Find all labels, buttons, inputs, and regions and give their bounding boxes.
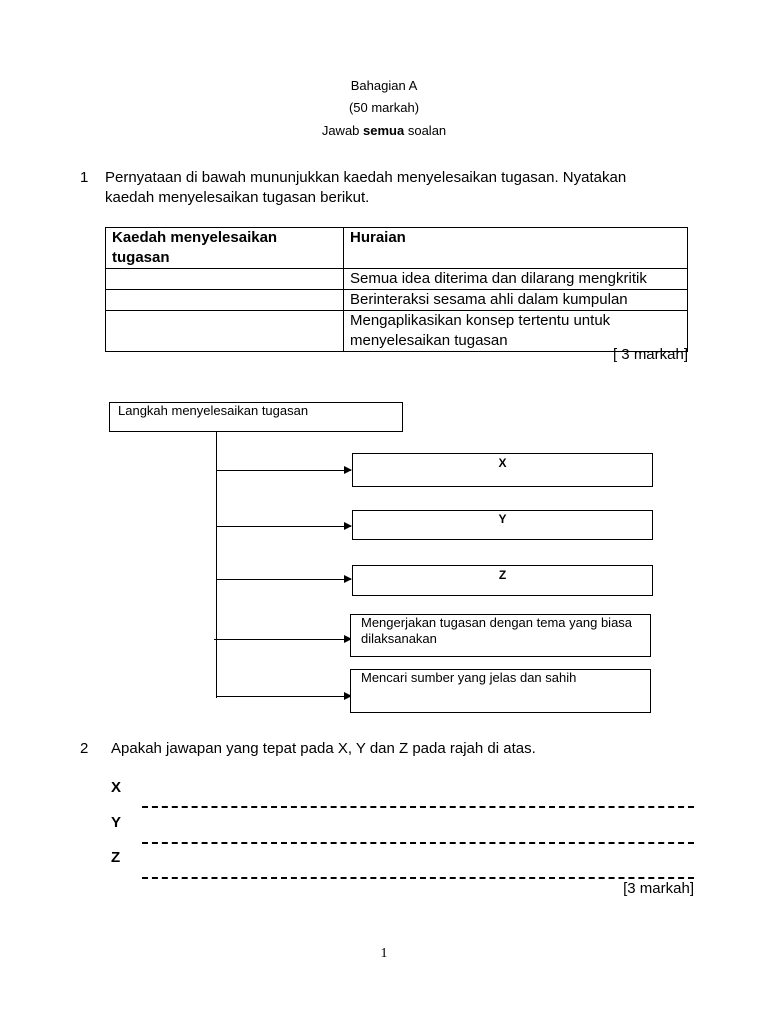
instruction-post: soalan: [404, 123, 447, 138]
arrow-y: [217, 526, 351, 527]
answer-line-x[interactable]: [142, 806, 694, 808]
instruction-pre: Jawab: [321, 123, 364, 138]
page-number: 1: [380, 946, 388, 961]
q1-line1: Pernyataan di bawah mununjukkan kaedah menyelesaikan tugasan. Nyatakan: [105, 169, 627, 186]
section-marks: (50 markah): [348, 100, 420, 115]
table-cell-huraian: Semua idea diterima dan dilarang mengkritik: [344, 269, 688, 290]
diagram-box-x: X: [352, 453, 653, 487]
section-title: Bahagian A: [350, 78, 418, 93]
answer-cell[interactable]: [106, 311, 344, 352]
q2-number: 2: [80, 740, 89, 757]
answer-line-y[interactable]: [142, 842, 694, 844]
diagram-box-branch-4: Mengerjakan tugasan dengan tema yang biasa dilaksanakan: [350, 614, 651, 657]
arrow-x: [217, 470, 351, 471]
q1-table: [105, 227, 688, 352]
arrow-z: [217, 579, 351, 580]
table-cell-huraian: Mengaplikasikan konsep tertentu untuk menyelesaikan tugasan: [344, 311, 688, 352]
q2-marks: [3 markah]: [623, 880, 694, 897]
arrow-branch-4: [214, 639, 351, 640]
answer-cell[interactable]: [106, 269, 344, 290]
answer-label-x: X: [111, 779, 122, 796]
diagram-box-y: Y: [352, 510, 653, 540]
q2-text: Apakah jawapan yang tepat pada X, Y dan Z pada rajah di atas.: [111, 740, 536, 757]
q1-number: 1: [80, 169, 89, 186]
q1-marks: [ 3 markah]: [612, 346, 688, 363]
answer-label-y: Y: [111, 814, 122, 831]
arrow-branch-5: [217, 696, 351, 697]
answer-cell[interactable]: [106, 290, 344, 311]
diagram-box-z: Z: [352, 565, 653, 596]
section-instruction: [0, 123, 768, 138]
diagram-root-box: Langkah menyelesaikan tugasan: [109, 402, 403, 432]
diagram-box-branch-5: Mencari sumber yang jelas dan sahih: [350, 669, 651, 713]
answer-label-z: Z: [111, 849, 121, 866]
instruction-bold: semua: [363, 123, 405, 138]
diagram-trunk-line: [216, 432, 217, 698]
table-header-huraian: Huraian: [344, 228, 688, 269]
table-header-kaedah: Kaedah menyelesaikan tugasan: [106, 228, 344, 269]
q1-line2: kaedah menyelesaikan tugasan berikut.: [105, 189, 370, 206]
answer-line-z[interactable]: [142, 877, 694, 879]
table-cell-huraian: Berinteraksi sesama ahli dalam kumpulan: [344, 290, 688, 311]
